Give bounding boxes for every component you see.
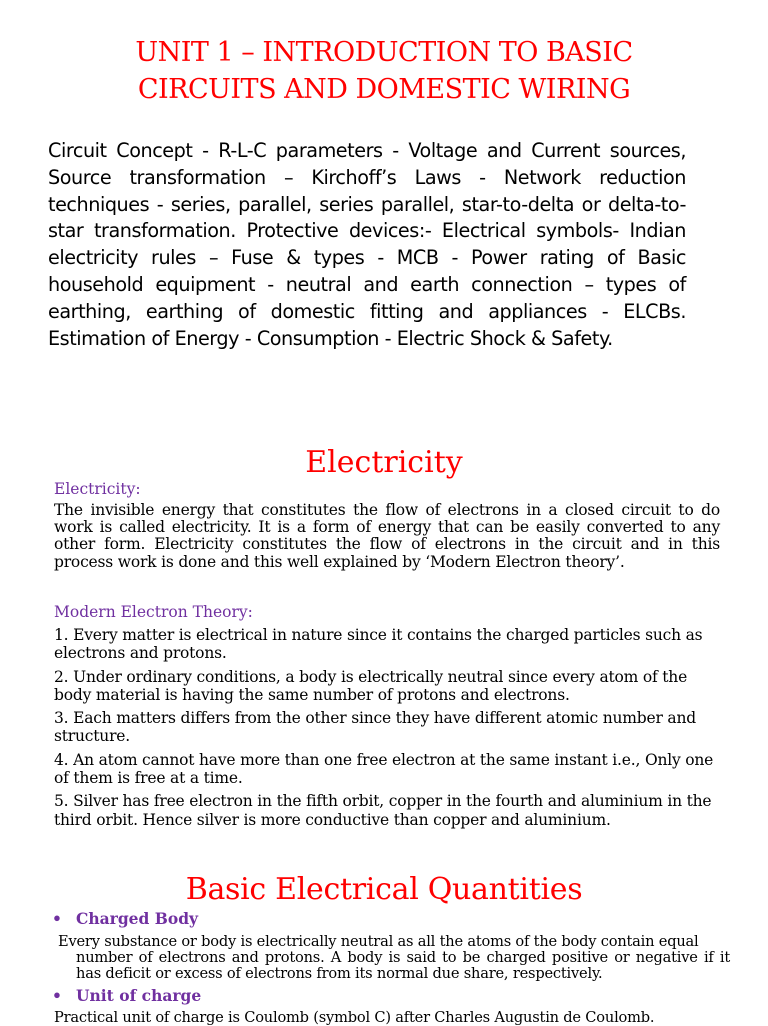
electricity-heading: Electricity <box>305 445 463 480</box>
charged-body-rest: number of electrons and protons. A body is said to be charged positive or negative if it has deficit or excess of electrons from its normal due share, respectively. <box>76 948 730 982</box>
charged-body-label: Charged Body <box>76 909 199 928</box>
theory-point: 3. Each matters differs from the other since they have different atomic number and structure. <box>54 709 696 746</box>
bullet-icon: • <box>52 986 62 1005</box>
unit-title-line-2: CIRCUITS AND DOMESTIC WIRING <box>137 74 631 105</box>
theory-point: 4. An atom cannot have more than one free electron at the same instant i.e., Only one of them is free at a time. <box>54 750 714 788</box>
electricity-definition: The invisible energy that constitutes the flow of electrons in a closed circuit to do work is called electricity. It is a form of energy that can be easily converted to any other form. Electricity constitutes the flow of electrons in the circuit and in this process work is done and this well explained by ‘Modern Electron theory’. <box>54 501 720 571</box>
theory-point: 1. Every matter is electrical in nature since it contains the charged particles such as electrons and protons. <box>54 626 703 663</box>
unit-of-charge-text: Practical unit of charge is Coulomb (symbol C) after Charles Augustin de Coulomb. <box>54 1009 655 1026</box>
bullet-icon: • <box>52 909 62 928</box>
charged-body-heading <box>52 909 198 929</box>
charged-body-text <box>58 934 730 981</box>
electricity-subheading: Electricity: <box>54 480 141 498</box>
theory-point: 5. Silver has free electron in the fifth orbit, copper in the fourth and aluminium in the third orbit. Hence silver is more conductive than copper and aluminium. <box>54 792 712 829</box>
syllabus-paragraph: Circuit Concept - R-L-C parameters - Voltage and Current sources, Source transformation – Kirchoff’s Laws - Network reduction techniques - series, parallel, series parallel, star-to-delta or delta-to-star transformation. Protective devices:- Electrical symbols- Indian electricity rules – Fuse & types - MCB - Power rating of Basic household equipment - neutral and earth connection – types of earthing, earthing of domestic fitting and appliances - ELCBs. Estimation of Energy - Consumption - Electric Shock & Safety. <box>48 139 686 350</box>
basic-quantities-heading: Basic Electrical Quantities <box>185 872 583 907</box>
unit-title <box>0 34 768 108</box>
modern-electron-theory-list <box>54 626 720 834</box>
charged-body-first-line: Every substance or body is electrically neutral as all the atoms of the body contain equal <box>58 933 699 950</box>
theory-point: 2. Under ordinary conditions, a body is electrically neutral since every atom of the body material is having the same number of protons and electrons. <box>54 667 688 704</box>
modern-electron-theory-subheading: Modern Electron Theory: <box>54 603 253 621</box>
unit-of-charge-label: Unit of charge <box>76 986 202 1005</box>
unit-title-line-1: UNIT 1 – INTRODUCTION TO BASIC <box>135 37 633 68</box>
unit-of-charge-heading <box>52 986 201 1006</box>
